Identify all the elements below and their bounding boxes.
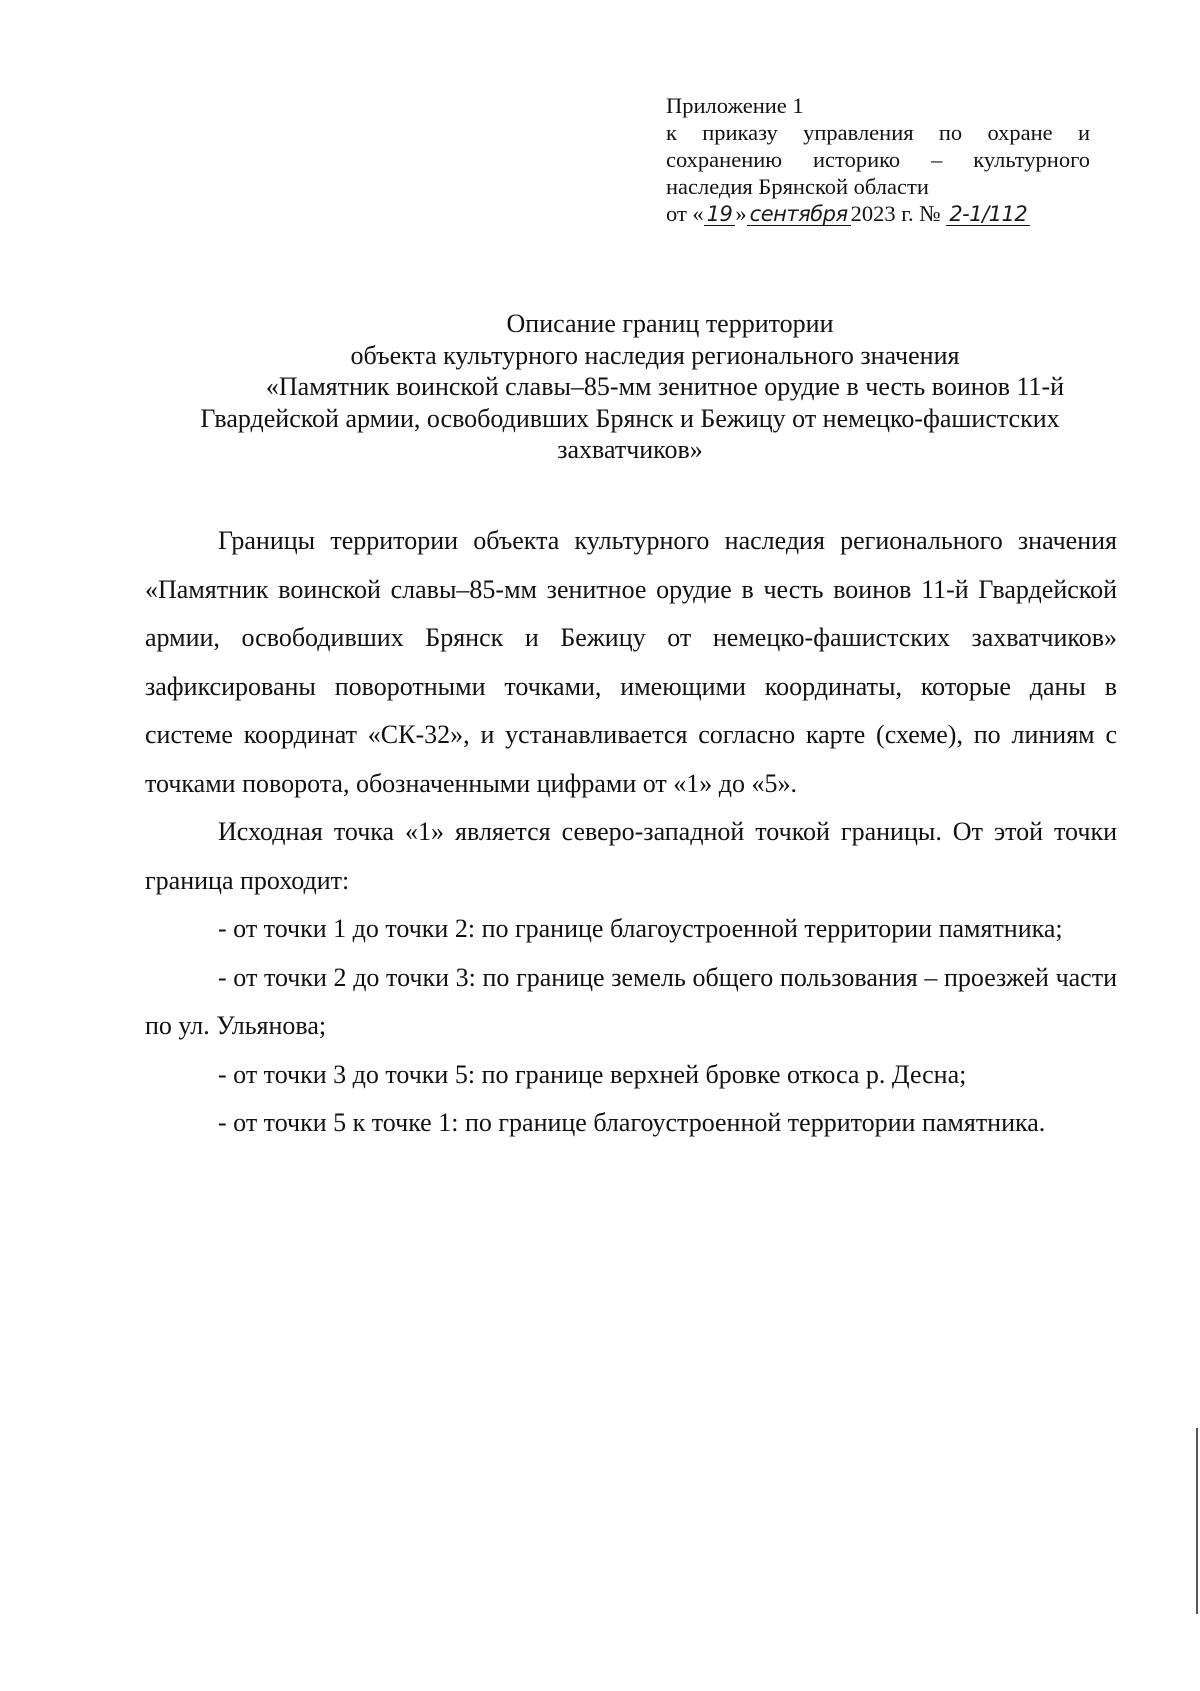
scan-edge-mark <box>1196 1428 1198 1614</box>
paragraph-segment-1-2: - от точки 1 до точки 2: по границе благоустроенной территории памятника; <box>218 914 1063 943</box>
handwritten-order-number: 2-1/112 <box>946 203 1030 226</box>
paragraph-start-point: Исходная точка «1» является северо-западной точкой границы. От этой точки граница проходит: <box>145 817 1117 895</box>
title-line-4: Гвардейской армии, освободивших Брянск и Бежицу от немецко-фашистских <box>200 403 1060 433</box>
annex-header <box>666 92 1090 227</box>
annex-date-line <box>666 200 1090 227</box>
document-body <box>145 517 1117 1148</box>
paragraph-segment-3-5: - от точки 3 до точки 5: по границе верхней бровке откоса р. Десна; <box>218 1059 967 1089</box>
date-year: 2023 г. № <box>850 201 941 226</box>
date-prefix: от « <box>666 201 704 226</box>
annex-line-1: к приказу управления по охране и <box>666 120 1090 145</box>
paragraph-segment-2-3: - от точки 2 до точки 3: по границе земель общего пользования – проезжей части по ул. Ульянова; <box>145 962 1117 1040</box>
title-line-5: захватчиков» <box>557 435 703 464</box>
handwritten-day: 19 <box>704 203 736 226</box>
title-line-3: «Памятник воинской славы–85-мм зенитное орудие в честь воинов 11-й <box>265 372 1065 401</box>
annex-line-3: наследия Брянской области <box>666 174 929 199</box>
title-line-1: Описание границ территории <box>506 309 834 338</box>
paragraph-boundaries: Границы территории объекта культурного наследия регионального значения «Памятник воинской славы–85-мм зенитное орудие в честь воинов 11-й Гвардейской армии, освободивших Брянск и Бежицу от немецко-фашистских захватчиков» зафиксированы поворотными точками, имеющими координаты, которые даны в системе координат «СК-32», и устанавливается согласно карте (схеме), по линиям с точками поворота, обозначенными цифрами от «1» до «5». <box>145 526 1117 798</box>
handwritten-month: сентября <box>747 203 851 226</box>
annex-title: Приложение 1 <box>666 93 804 118</box>
date-mid: » <box>735 201 747 226</box>
annex-line-2: сохранению историко – культурного <box>666 147 1090 172</box>
paragraph-segment-5-1: - от точки 5 к точке 1: по границе благоустроенной территории памятника. <box>218 1108 1046 1137</box>
title-line-2: объекта культурного наследия регионального значения <box>350 340 960 370</box>
document-title <box>130 308 1130 466</box>
